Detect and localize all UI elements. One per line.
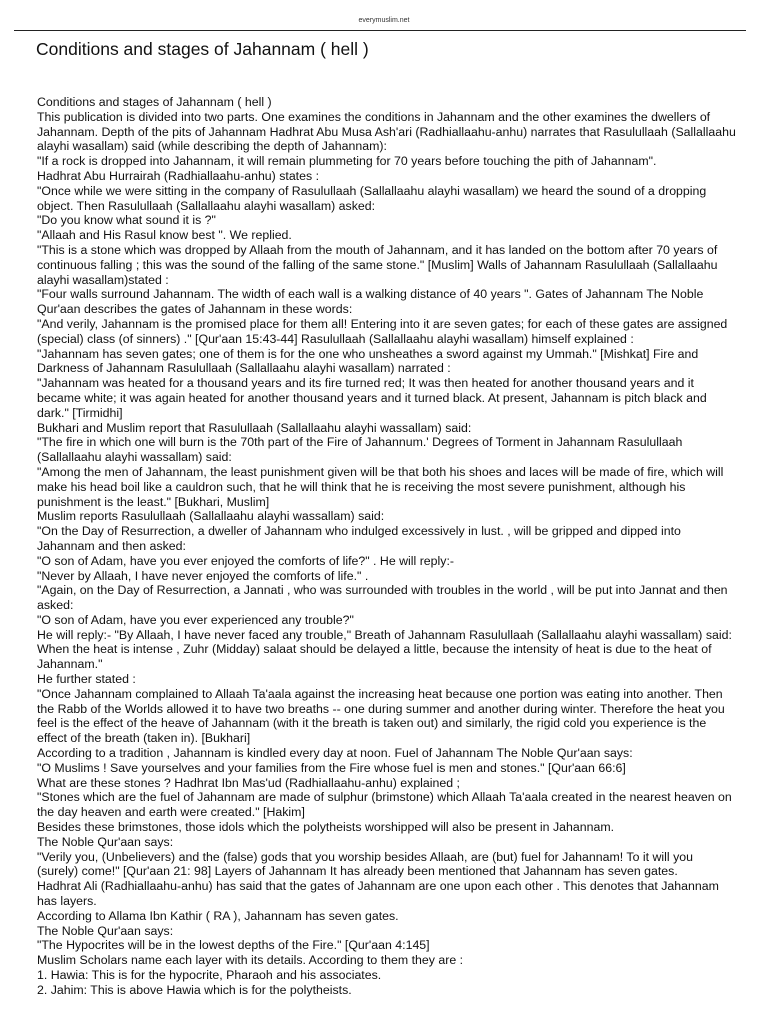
paragraph: "The Hypocrites will be in the lowest depths of the Fire." [Qur'aan 4:145] bbox=[37, 938, 430, 953]
paragraph: "Stones which are the fuel of Jahannam are made of sulphur (brimstone) which Allaah Ta'aala created in the nearest heaven on the day heaven and earth were created." [Hakim] bbox=[37, 790, 732, 820]
paragraph: "Among the men of Jahannam, the least punishment given will be that both his shoes and laces will be made of fire, which will make his head boil like a cauldron such, that he will think that he is receiving the most severe punishment, although his punishment is the least." [Bukhari, Muslim] bbox=[37, 464, 724, 509]
page-title: Conditions and stages of Jahannam ( hell ) bbox=[36, 39, 369, 59]
paragraph: According to a tradition , Jahannam is kindled every day at noon. Fuel of Jahannam The Noble Qur'aan says: bbox=[37, 746, 633, 761]
paragraph: "On the Day of Resurrection, a dweller of Jahannam who indulged excessively in lust. , will be gripped and dipped into Jahannam and then asked: bbox=[37, 524, 681, 553]
paragraph: 1. Hawia: This is for the hypocrite, Pharaoh and his associates. bbox=[37, 968, 382, 983]
paragraph: "Again, on the Day of Resurrection, a Jannati , who was surrounded with troubles in the world , will be put into Jannat and then asked: bbox=[37, 583, 728, 613]
paragraph: Besides these brimstones, those idols which the polytheists worshipped will also be present in Jahannam. bbox=[37, 820, 615, 835]
paragraph: What are these stones ? Hadhrat Ibn Mas'ud (Radhiallaahu-anhu) explained ; bbox=[37, 775, 460, 790]
paragraph: According to Allama Ibn Kathir ( RA ), Jahannam has seven gates. bbox=[37, 908, 399, 923]
paragraph: The Noble Qur'aan says: bbox=[37, 923, 174, 938]
paragraph: "O Muslims ! Save yourselves and your families from the Fire whose fuel is men and stones." [Qur'aan 66:6] bbox=[37, 760, 626, 775]
paragraph: Hadhrat Abu Hurrairah (Radhiallaahu-anhu) states : bbox=[37, 168, 320, 183]
paragraph: 2. Jahim: This is above Hawia which is for the polytheists. bbox=[37, 982, 352, 997]
paragraph: "O son of Adam, have you ever enjoyed the comforts of life?" . He will reply:- bbox=[37, 553, 454, 568]
paragraph: "Once while we were sitting in the company of Rasulullaah (Sallallaahu alayhi wasallam) we heard the sound of a dropping object. Then Rasulullaah (Sallallaahu alayhi wasallam) asked: bbox=[37, 183, 707, 213]
paragraph: This publication is divided into two parts. One examines the conditions in Jahannam and the other examines the dwellers of Jahannam. Depth of the pits of Jahannam Hadhrat Abu Musa Ash'ari (Radhiallaahu-anhu) narrates that Rasulullaah (Sallallaahu alayhi wasallam) said (while describing the depth of Jahannam): bbox=[37, 109, 736, 154]
paragraph: Bukhari and Muslim report that Rasulullaah (Sallallaahu alayhi wassallam) said: bbox=[37, 420, 472, 435]
paragraph: When the heat is intense , Zuhr (Midday) salaat should be delayed a little, because the intensity of heat is due to the heat of Jahannam." bbox=[37, 642, 712, 672]
document-body bbox=[37, 95, 737, 998]
paragraph: "Four walls surround Jahannam. The width of each wall is a walking distance of 40 years ". Gates of Jahannam The Noble Qur'aan describes the gates of Jahannam in these words: bbox=[37, 287, 704, 317]
paragraph: Muslim reports Rasulullaah (Sallallaahu alayhi wassallam) said: bbox=[37, 509, 385, 524]
paragraph: The Noble Qur'aan says: bbox=[37, 834, 174, 849]
paragraph: "If a rock is dropped into Jahannam, it will remain plummeting for 70 years before touching the pith of Jahannam". bbox=[37, 154, 657, 169]
paragraph: He further stated : bbox=[37, 672, 136, 687]
site-domain: everymuslim.net bbox=[358, 17, 410, 24]
paragraph: Hadhrat Ali (Radhiallaahu-anhu) has said that the gates of Jahannam are one upon each other . This denotes that Jahannam has layers. bbox=[37, 879, 719, 909]
paragraph: "O son of Adam, have you ever experienced any trouble?" bbox=[37, 612, 354, 627]
paragraph: "This is a stone which was dropped by Allaah from the mouth of Jahannam, and it has landed on the bottom after 70 years of continuous falling ; this was the sound of the falling of the same stone." [Muslim] Walls of Jahannam Rasulullaah (Sallallaahu alayhi wasallam)stated : bbox=[37, 242, 718, 287]
paragraph: "Jahannam was heated for a thousand years and its fire turned red; It was then heated for another thousand years and it became white; it was again heated for another thousand years and it turned black. At present, Jahannam is pitch black and dark." [Tirmidhi] bbox=[37, 376, 707, 420]
paragraph: "Allaah and His Rasul know best ". We replied. bbox=[37, 228, 292, 243]
paragraph: "And verily, Jahannam is the promised place for them all! Entering into it are seven gates; for each of these gates are assigned (special) class (of sinners) ." [Qur'aan 15:43-44] Rasulullaah (Sallallaahu alayhi wasallam) himself explained : bbox=[37, 316, 728, 346]
paragraph: "Once Jahannam complained to Allaah Ta'aala against the increasing heat because one portion was eating into another. Then the Rabb of the Worlds allowed it to have two breaths -- one during summer and another during winter. Therefore the heat you feel is the effect of the heave of Jahannam (with it the breath is taken out) and similarly, the rigid cold you experience is the effect of the breath (taken in). [Bukhari] bbox=[37, 686, 725, 746]
paragraph: Conditions and stages of Jahannam ( hell ) bbox=[37, 95, 272, 109]
header-divider bbox=[14, 30, 746, 31]
paragraph: "Jahannam has seven gates; one of them is for the one who unsheathes a sword against my Ummah." [Mishkat] Fire and Darkness of Jahannam Rasulullaah (Sallallaahu alayhi wasallam) narrated : bbox=[37, 346, 699, 376]
paragraph: "Do you know what sound it is ?" bbox=[37, 213, 216, 228]
paragraph: He will reply:- "By Allaah, I have never faced any trouble," Breath of Jahannam Rasulullaah (Sallallaahu alayhi wassallam) said: bbox=[37, 627, 732, 642]
paragraph: "Verily you, (Unbelievers) and the (false) gods that you worship besides Allaah, are (but) fuel for Jahannam! To it will you (surely) come!" [Qur'aan 21: 98] Layers of Jahannam It has already been mentioned that Jahannam has seven gates. bbox=[37, 849, 693, 879]
paragraph: "The fire in which one will burn is the 70th part of the Fire of Jahannum.' Degrees of Torment in Jahannam Rasulullaah (Sallallaahu alayhi wassallam) said: bbox=[37, 435, 683, 465]
paragraph: "Never by Allaah, I have never enjoyed the comforts of life." . bbox=[37, 568, 369, 583]
paragraph: Muslim Scholars name each layer with its details. According to them they are : bbox=[37, 953, 464, 968]
